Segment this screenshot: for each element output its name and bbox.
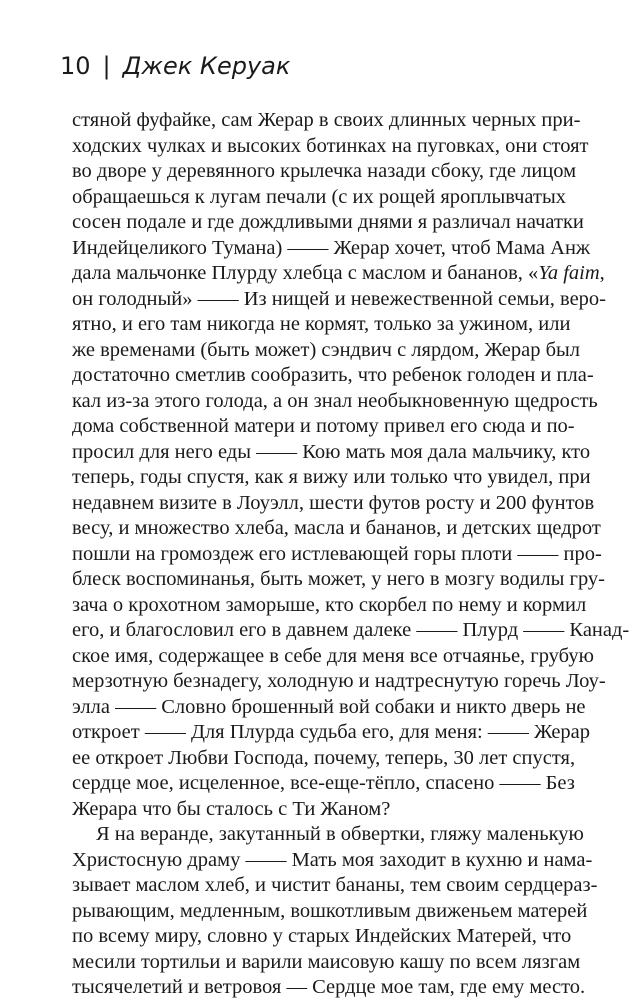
text-line: элла —— Словно брошенный вой собаки и никто дверь не [72, 695, 586, 718]
text-line: сосен подале и где дождливыми днями я различал начатки [72, 211, 584, 233]
text-line: рывающим, медленным, вошкотливым движеньем матерей [72, 899, 588, 922]
text-line: дома собственной матери и потому привел его сюда и по- [72, 415, 575, 437]
italic-phrase: Ya faim [538, 262, 600, 284]
text-line-with-italic [72, 261, 605, 287]
text-line: кал из-за этого голода, а он знал необыкновенную щедрость [72, 389, 598, 412]
text-line: ятно, и его там никогда не кормят, только за ужином, или [72, 313, 571, 335]
text-line: его, и благословил его в давнем далеке —— Плурд —— Канад- [72, 619, 629, 641]
text-line: Я на веранде, закутанный в обвертки, гляжу маленькую [96, 823, 584, 845]
body-text [72, 108, 629, 1001]
text-line: ское имя, содержащее в себе для меня все отчаянье, грубую [72, 644, 594, 667]
text-line: месили тортильи и варили маисовую кашу по всем лязгам [72, 950, 581, 973]
text-line: откроет —— Для Плурда судьба его, для меня: —— Жерар [72, 721, 591, 743]
text-line: блеск воспоминанья, быть может, у него в мозгу водилы гру- [72, 568, 606, 590]
text-line: пошли на громоздеж его истлевающей горы плоти —— про- [72, 542, 602, 565]
text-line: обращаешься к лугам печали (с их рощей яроплывчатых [72, 185, 566, 208]
text-line: зывает маслом хлеб, и чистит бананы, тем своим сердцераз- [72, 874, 598, 896]
page-number: 10 [60, 52, 91, 80]
text-line: Жерара что бы сталось с Ти Жаном? [72, 797, 391, 820]
text-line: достаточно сметлив сообразить, что ребенок голоден и пла- [72, 364, 594, 386]
header-separator: | [102, 52, 111, 80]
text-line: мерзотную безнадегу, холодную и надтреснутую горечь Лоу- [72, 670, 606, 692]
text-line: ее откроет Любви Господа, почему, теперь, 30 лет спустя, [72, 746, 576, 769]
text-line: просил для него еды —— Кою мать моя дала мальчику, кто [72, 440, 591, 463]
book-author: Джек Керуак [122, 52, 291, 80]
text-line: ходских чулках и высоких ботинках на пуговках, они стоят [72, 134, 589, 157]
text-line: сердце мое, исцеленное, все-еще-тёпло, спасено —— Без [72, 772, 575, 794]
text-line: стяной фуфайке, сам Жерар в своих длинных черных при- [72, 109, 581, 131]
text-line: недавнем визите в Лоуэлл, шести футов росту и 200 фунтов [72, 491, 595, 514]
text-line: Индейцеликого Тумана) —— Жерар хочет, чтоб Мама Анж [72, 236, 591, 259]
text-line: Христосную драму —— Мать моя заходит в кухню и нама- [72, 848, 593, 871]
text-line: он голодный» —— Из нищей и невежественной семьи, веро- [72, 287, 607, 310]
text-line: зача о крохотном заморыше, кто скорбел по нему и кормил [72, 593, 587, 616]
text-line: по всему миру, словно у старых Индейских Матерей, что [72, 925, 572, 947]
text-segment: , [599, 262, 605, 284]
text-segment: дала мальчонке Плурду хлебца с маслом и бананов, « [72, 262, 539, 284]
text-line: во дворе у деревянного крылечка назади сбоку, где лицом [72, 160, 577, 182]
text-line: теперь, годы спустя, как я вижу или только что увидел, при [72, 466, 591, 488]
text-line: же временами (быть может) сэндвич с лярдом, Жерар был [72, 338, 581, 361]
text-line: тысячелетий и ветровоя — Сердце мое там, где ему место. [72, 976, 586, 998]
text-line: весу, и множество хлеба, масла и бананов, и детских щедрот [72, 517, 601, 539]
running-head [60, 48, 290, 84]
